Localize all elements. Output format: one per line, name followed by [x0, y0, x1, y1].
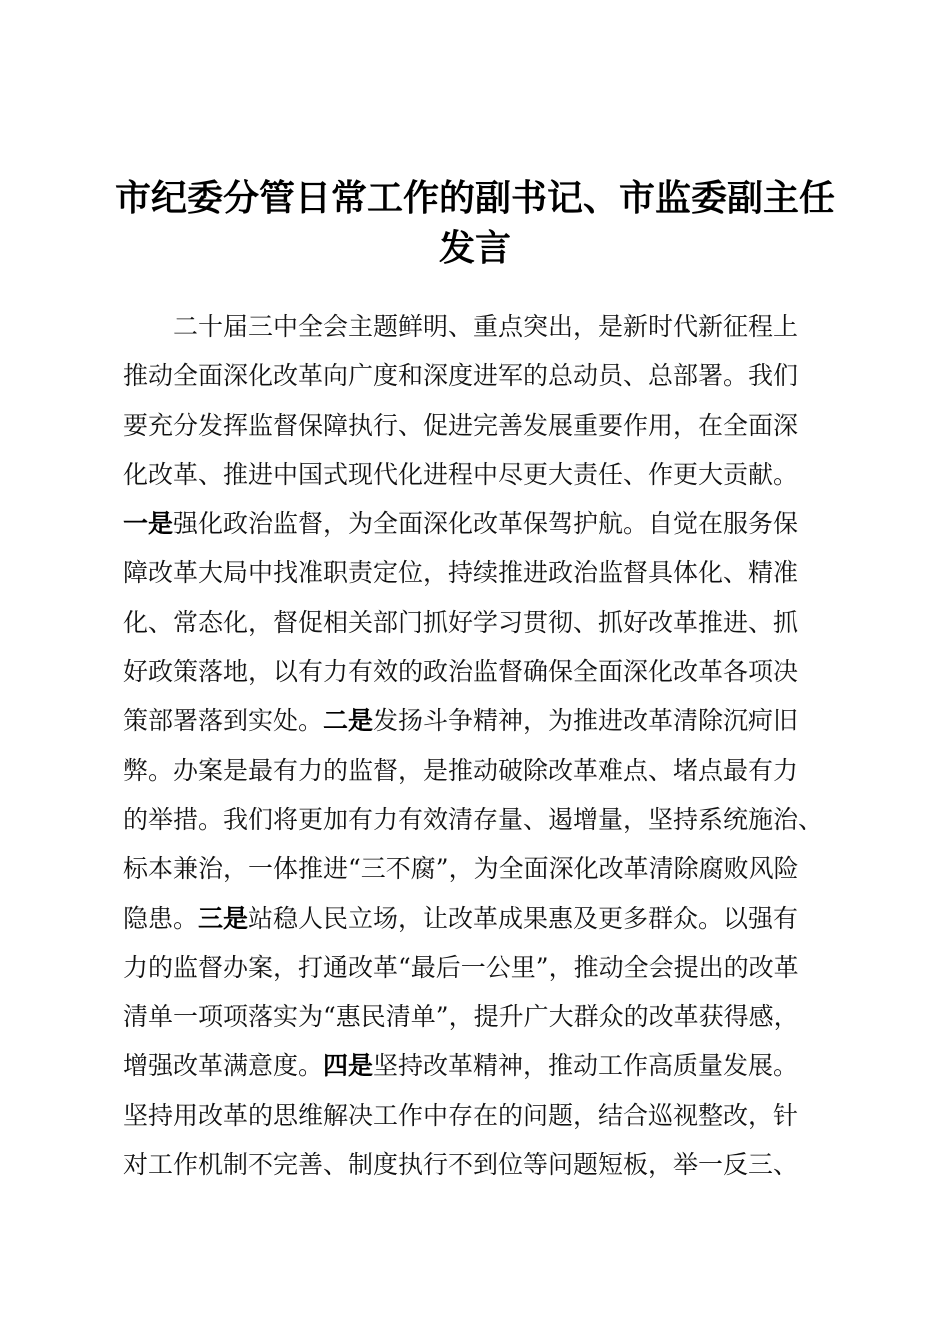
body-text-segment: 标本兼治，一体推进“三不腐”，为全面深化改革清除腐败风险 [123, 854, 799, 884]
body-line [123, 302, 843, 351]
body-text-segment: 的举措。我们将更加有力有效清存量、遏增量，坚持系统施治、 [123, 804, 824, 834]
body-text-segment: 强化政治监督，为全面深化改革保驾护航。自觉在服务保 [173, 509, 799, 539]
body-text-segment: 坚持用改革的思维解决工作中存在的问题，结合巡视整改，针 [123, 1100, 799, 1130]
title-line: 市纪委分管日常工作的副书记、市监委副主任 [114, 178, 835, 219]
body-line [123, 696, 843, 745]
body-text-segment: 隐患。 [123, 903, 199, 933]
body-text-segment: 清单一项项落实为“惠民清单”，提升广大群众的改革获得感， [123, 1002, 799, 1032]
body-line [123, 1091, 843, 1140]
body-text-segment: 化改革、推进中国式现代化进程中尽更大责任、作更大贡献。 [123, 459, 799, 489]
title-line: 发言 [438, 228, 511, 269]
body-text-segment: 好政策落地，以有力有效的政治监督确保全面深化改革各项决 [123, 657, 799, 687]
body-line [123, 499, 843, 548]
body-text-segment: 站稳人民立场，让改革成果惠及更多群众。以强有 [248, 903, 799, 933]
body-text-segment: 对工作机制不完善、制度执行不到位等问题短板，举一反三、 [123, 1150, 799, 1180]
body-line [123, 746, 843, 795]
speech-body [123, 302, 843, 1189]
body-text-segment: 弊。办案是最有力的监督，是推动破除改革难点、堵点最有力 [123, 755, 799, 785]
body-line [123, 992, 843, 1041]
body-text-segment: 坚持改革精神，推动工作高质量发展。 [373, 1051, 799, 1081]
body-text-segment: 障改革大局中找准职责定位，持续推进政治监督具体化、精准 [123, 558, 799, 588]
body-line [123, 1041, 843, 1090]
body-text-segment: 发扬斗争精神，为推进改革清除沉疴旧 [373, 706, 799, 736]
body-line [123, 401, 843, 450]
body-line [123, 844, 843, 893]
body-text-segment: 推动全面深化改革向广度和深度进军的总动员、总部署。我们 [123, 361, 799, 391]
body-text-segment: 二十届三中全会主题鲜明、重点突出，是新时代新征程上 [173, 312, 799, 341]
body-line [123, 943, 843, 992]
body-line [123, 1140, 843, 1189]
body-line [123, 450, 843, 499]
body-text-segment: 策部署落到实处。 [123, 706, 324, 736]
body-text-segment: 增强改革满意度。 [123, 1051, 324, 1081]
body-text-segment: 要充分发挥监督保障执行、促进完善发展重要作用，在全面深 [123, 410, 799, 440]
body-line [123, 647, 843, 696]
body-line [123, 598, 843, 647]
body-line [123, 548, 843, 597]
point-marker: 三是 [198, 903, 249, 933]
body-line [123, 894, 843, 943]
point-marker: 一是 [123, 509, 174, 539]
document-title [100, 174, 850, 274]
body-line [123, 351, 843, 400]
body-line [123, 795, 843, 844]
point-marker: 二是 [323, 706, 374, 736]
body-text-segment: 力的监督办案，打通改革“最后一公里”，推动全会提出的改革 [123, 952, 799, 982]
body-text-segment: 化、常态化，督促相关部门抓好学习贯彻、抓好改革推进、抓 [123, 607, 799, 637]
point-marker: 四是 [323, 1051, 374, 1081]
